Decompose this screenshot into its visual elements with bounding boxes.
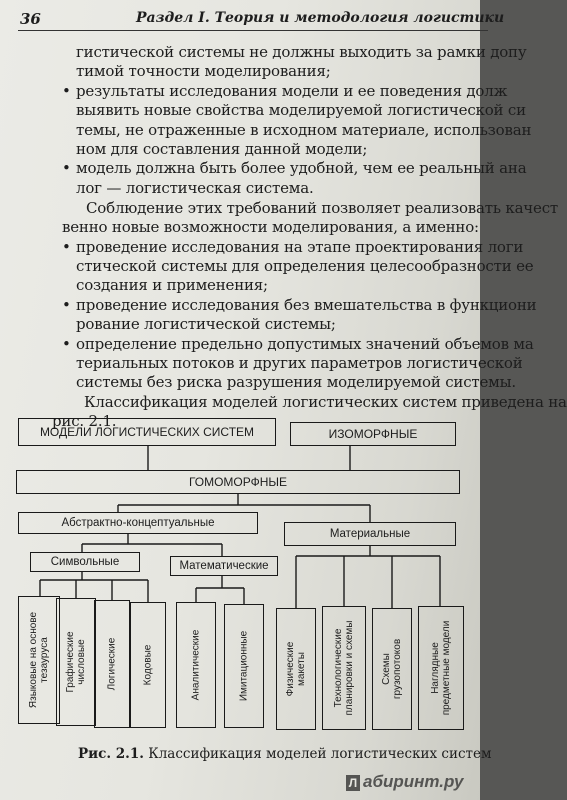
leaf-graphic xyxy=(56,598,96,726)
text-line: гистической системы не должны выходить за рамки допу xyxy=(76,43,527,61)
leaf-analytic xyxy=(176,602,216,728)
bullet: • xyxy=(62,238,71,256)
leaf-label: Схемы грузопотоков xyxy=(381,638,403,700)
leaf-cargo-flows xyxy=(372,608,412,730)
watermark-text: абиринт.ру xyxy=(363,772,464,791)
text-line: венно новые возможности моделирования, а именно: xyxy=(62,218,479,236)
box-symbolic: Символьные xyxy=(30,552,140,572)
box-homomorphic: ГОМОМОРФНЫЕ xyxy=(16,470,460,494)
text-line: лог — логистическая система. xyxy=(76,179,314,197)
leaf-label: Аналитические xyxy=(190,629,202,701)
text-line: темы, не отраженные в исходном материале, использован xyxy=(76,121,532,139)
bullet: • xyxy=(62,159,71,177)
caption-label: Рис. 2.1. xyxy=(78,746,144,762)
text-line: Соблюдение этих требований позволяет реализовать качест xyxy=(86,199,559,217)
text-line: рис. 2.1. xyxy=(52,412,117,430)
text-line: рование логистической системы; xyxy=(76,315,336,333)
leaf-visual-models xyxy=(418,606,464,730)
box-isomorphic: ИЗОМОРФНЫЕ xyxy=(290,422,456,446)
bullet: • xyxy=(62,335,71,353)
leaf-label: Физические макеты xyxy=(285,641,307,697)
bullet: • xyxy=(62,296,71,314)
caption-text: Классификация моделей логистических систем xyxy=(148,746,492,762)
text-line: создания и применения; xyxy=(76,276,268,294)
labirint-logo-icon: Л xyxy=(346,775,360,791)
leaf-code xyxy=(130,602,166,728)
watermark xyxy=(346,772,463,792)
text-line: системы без риска разрушения моделируемой системы. xyxy=(76,373,516,391)
text-line: проведение исследования на этапе проектирования логи xyxy=(76,238,524,256)
leaf-label: Имитационные xyxy=(238,630,250,702)
text-line: ном для составления данной модели; xyxy=(76,140,368,158)
text-line: определение предельно допустимых значений объемов ма xyxy=(76,335,534,353)
figure-caption xyxy=(78,746,492,762)
leaf-label: Логические xyxy=(106,637,118,691)
box-mathematical: Математические xyxy=(170,556,278,576)
leaf-technological xyxy=(322,606,366,730)
text-line: выявить новые свойства моделируемой логистической си xyxy=(76,101,526,119)
box-material: Материальные xyxy=(284,522,456,546)
leaf-label: Кодовые xyxy=(142,644,154,686)
leaf-label: Языковые на основе тезауруса xyxy=(28,611,50,709)
box-abstract: Абстрактно-концептуальные xyxy=(18,512,258,534)
text-line: проведение исследования без вмешательства в функциони xyxy=(76,296,537,314)
page-number: 36 xyxy=(20,10,41,28)
leaf-logical xyxy=(94,600,130,728)
leaf-physical xyxy=(276,608,316,730)
text-line: териальных потоков и других параметров логистической xyxy=(76,354,523,372)
box-root: МОДЕЛИ ЛОГИСТИЧЕСКИХ СИСТЕМ xyxy=(18,418,276,446)
text-line: стической системы для определения целесообразности ее xyxy=(76,257,534,275)
leaf-label: Графические числовые xyxy=(65,631,87,693)
text-line: тимой точности моделирования; xyxy=(76,62,331,80)
text-line: Классификация моделей логистических систем приведена на xyxy=(84,393,567,411)
text-line: модель должна быть более удобной, чем ее реальный ана xyxy=(76,159,527,177)
running-title: Раздел I. Теория и методология логистики xyxy=(136,10,505,26)
leaf-label: Технологические планировки и схемы xyxy=(333,620,355,716)
leaf-label: Наглядные предметные модели xyxy=(430,620,452,716)
bullet: • xyxy=(62,82,71,100)
leaf-language xyxy=(18,596,60,724)
leaf-simulation xyxy=(224,604,264,728)
text-line: результаты исследования модели и ее поведения долж xyxy=(76,82,508,100)
